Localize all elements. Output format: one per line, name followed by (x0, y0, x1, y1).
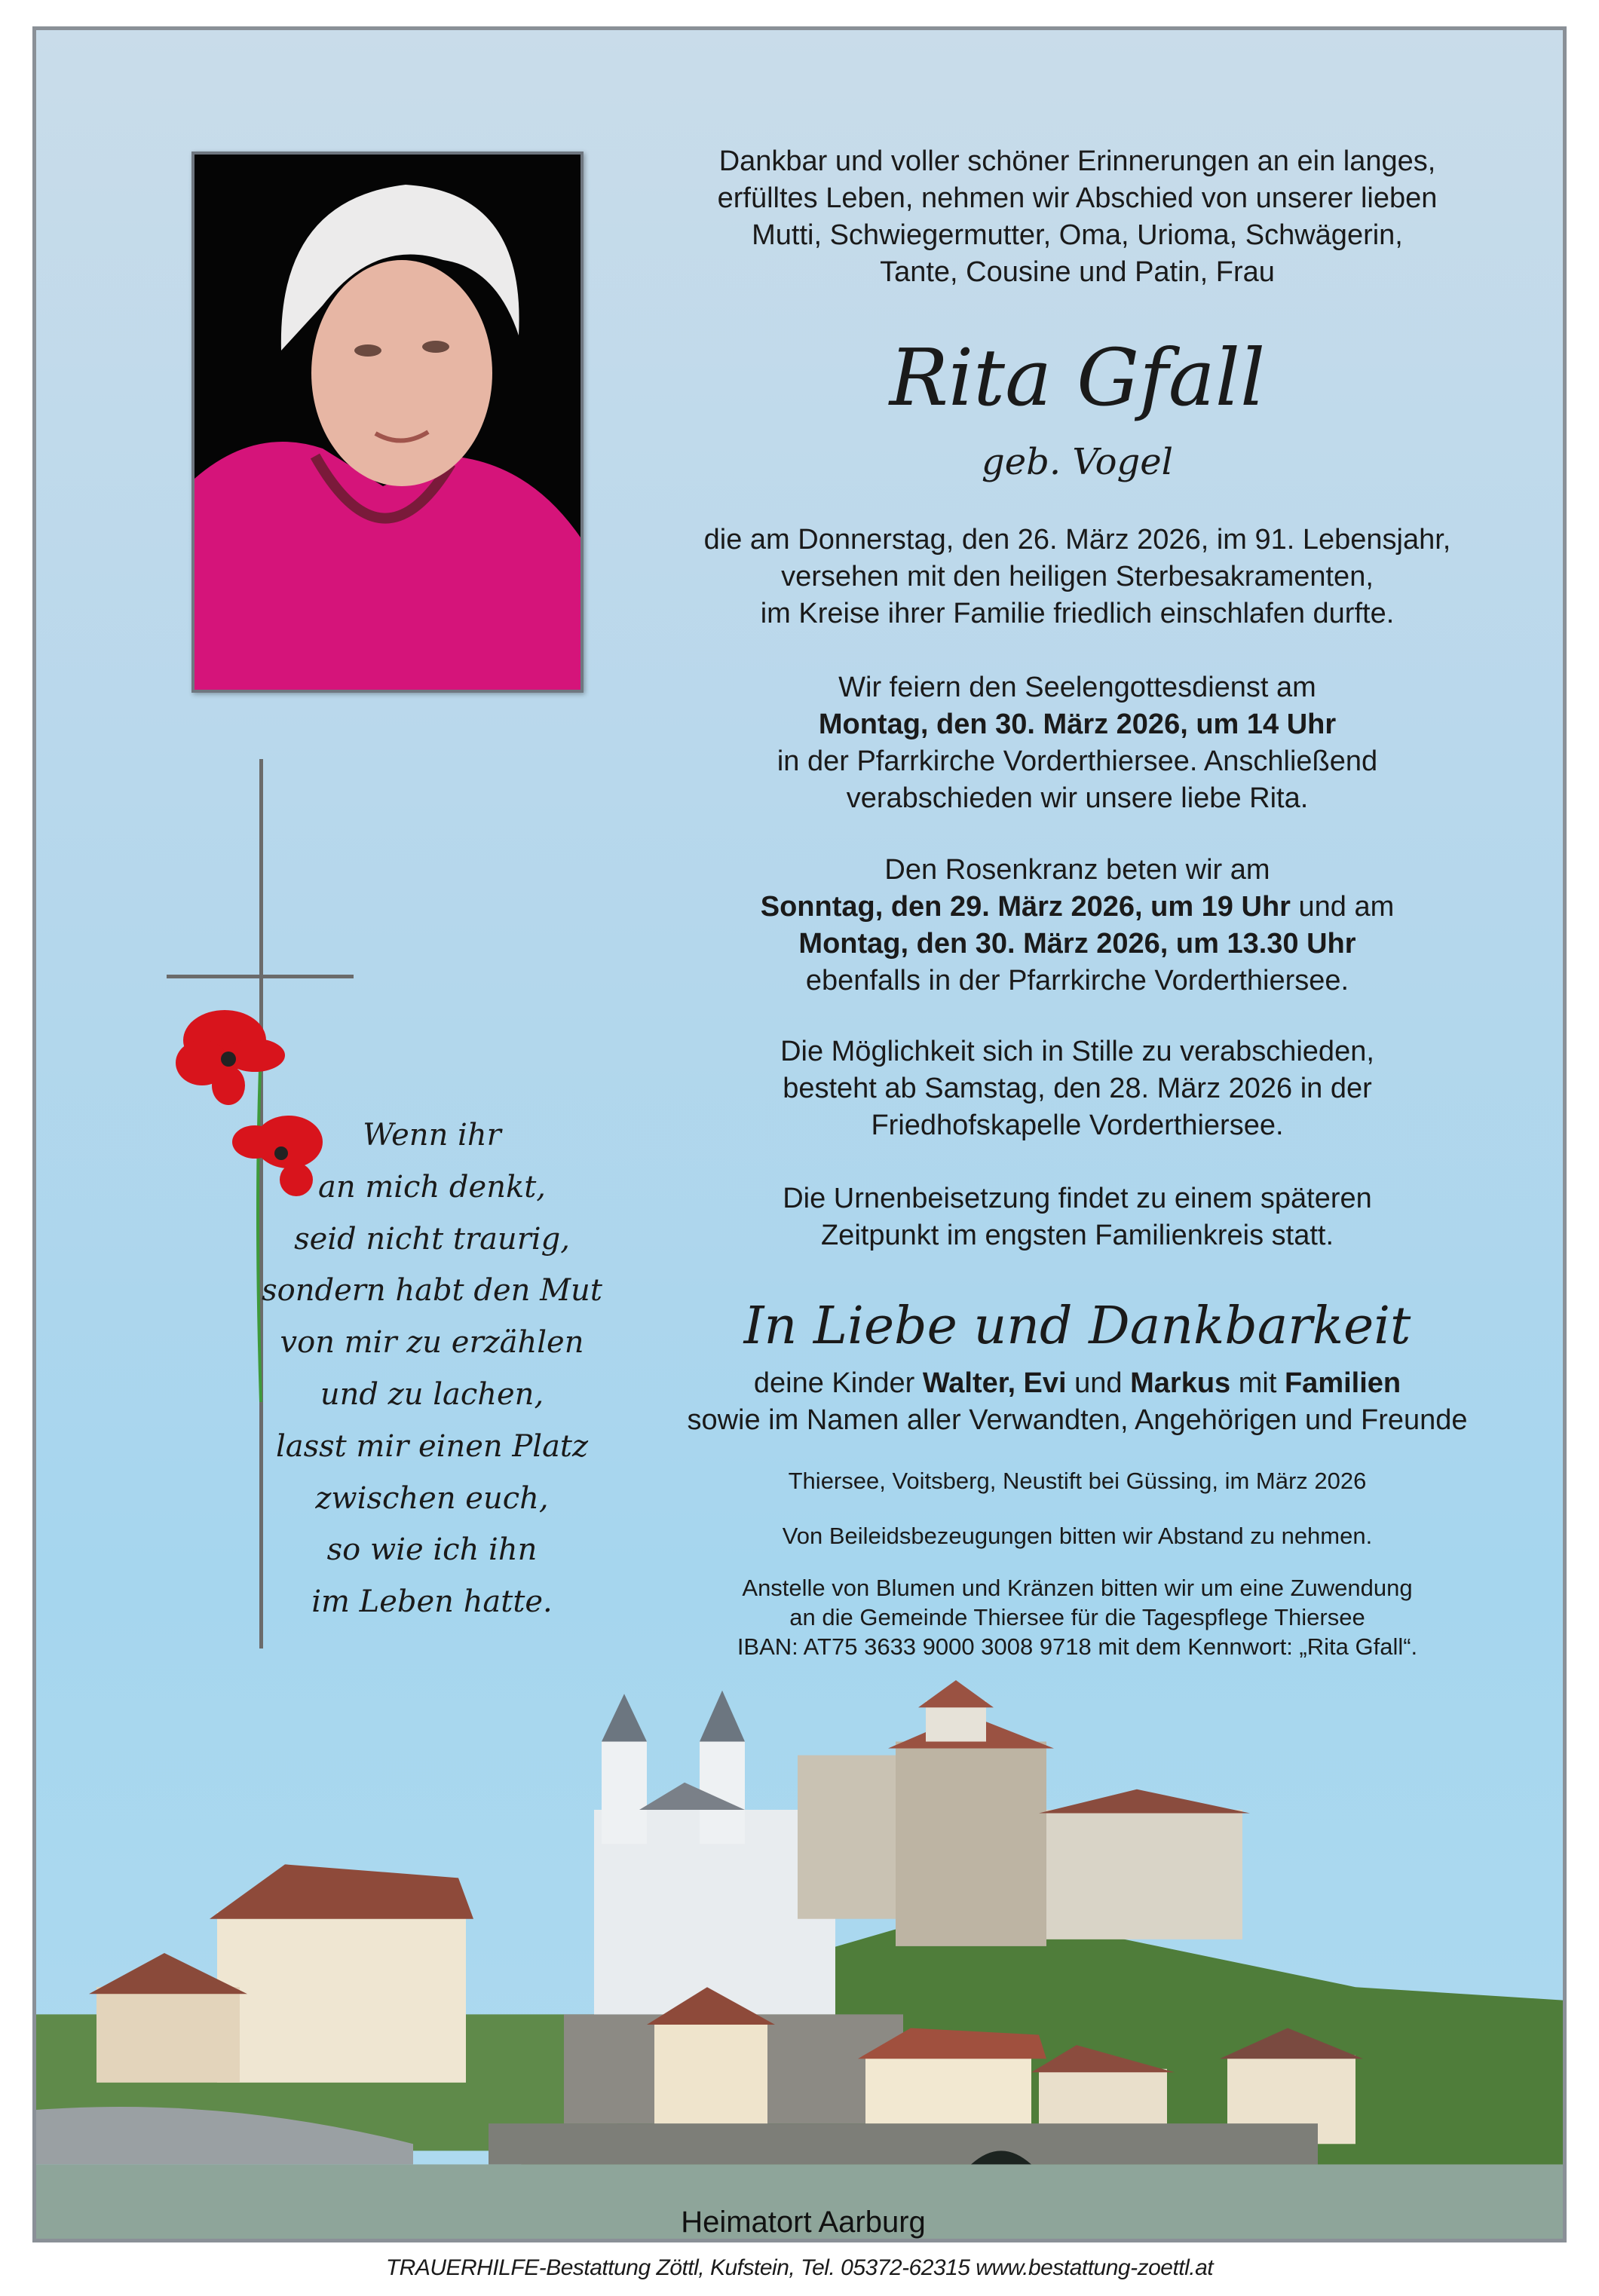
rosary-date-2: Montag, den 30. März 2026, um 13.30 Uhr (798, 928, 1356, 960)
donation-line: Anstelle von Blumen und Kränzen bitten wir um eine Zuwendung (742, 1575, 1413, 1601)
poem-line: so wie ich ihn (326, 1532, 538, 1568)
deceased-name: Rita Gfall (889, 332, 1266, 424)
hometown-label: Heimatort Aarburg (681, 2206, 926, 2239)
poem-line: an mich denkt, (318, 1169, 546, 1205)
rosary-line: Den Rosenkranz beten wir am (884, 854, 1270, 886)
poem-line: zwischen euch, (315, 1480, 549, 1516)
birth-name: geb. Vogel (981, 441, 1173, 483)
poem-line: von mir zu erzählen (280, 1325, 584, 1361)
poem-line: seid nicht traurig, (294, 1221, 570, 1257)
urn-line: Die Urnenbeisetzung findet zu einem späteren (783, 1183, 1372, 1214)
intro-line: erfülltes Leben, nehmen wir Abschied von unserer lieben (717, 182, 1438, 214)
intro-text (654, 143, 1500, 291)
mass-line: Wir feiern den Seelengottesdienst am (838, 672, 1316, 703)
family-text: deine Kinder (753, 1367, 923, 1399)
funeral-mass (654, 669, 1500, 817)
urn-burial (654, 1180, 1500, 1254)
urn-line: Zeitpunkt im engsten Familienkreis statt. (820, 1220, 1334, 1251)
thanks-heading: In Liebe und Dankbarkeit (743, 1296, 1411, 1356)
poem-line: Wenn ihr (363, 1118, 501, 1153)
death-line: im Kreise ihrer Familie friedlich einschlafen durfte. (760, 598, 1395, 629)
funeral-home-footer: TRAUERHILFE-Bestattung Zöttl, Kufstein, Tel. 05372-62315 www.bestattung-zoettl.at (385, 2255, 1214, 2280)
obituary-card (32, 26, 1567, 2242)
poem-line: lasst mir einen Platz (275, 1428, 589, 1464)
family-text: und (1066, 1367, 1131, 1399)
condolence-note: Von Beileidsbezeugungen bitten wir Abstand zu nehmen. (782, 1523, 1373, 1549)
farewell-line: Die Möglichkeit sich in Stille zu verabschieden, (780, 1036, 1374, 1067)
iban-line: IBAN: AT75 3633 9000 3008 9718 mit dem Kennwort: „Rita Gfall“. (737, 1633, 1418, 1660)
intro-line: Tante, Cousine und Patin, Frau (880, 256, 1275, 288)
cross-bar (167, 975, 354, 978)
mass-date: Montag, den 30. März 2026, um 14 Uhr (818, 709, 1337, 740)
donation-line: an die Gemeinde Thiersee für die Tagespflege Thiersee (789, 1604, 1365, 1630)
intro-line: Mutti, Schwiegermutter, Oma, Urioma, Schwägerin, (752, 219, 1403, 251)
death-notice (654, 522, 1500, 632)
farewell-line: besteht ab Samstag, den 28. März 2026 in der (783, 1073, 1372, 1104)
rosary-date-1: Sonntag, den 29. März 2026, um 19 Uhr (760, 891, 1291, 923)
poem-line: sondern habt den Mut (262, 1273, 602, 1309)
family-names: Familien (1284, 1367, 1401, 1399)
death-line: die am Donnerstag, den 26. März 2026, im 91. Lebensjahr, (703, 524, 1451, 556)
rosary (654, 852, 1500, 1000)
mass-line: verabschieden wir unsere liebe Rita. (846, 782, 1309, 814)
poem (255, 1110, 609, 1628)
rosary-line: und am (1290, 891, 1395, 923)
poem-line: im Leben hatte. (311, 1584, 553, 1620)
rosary-line: ebenfalls in der Pfarrkirche Vorderthiersee. (805, 965, 1349, 996)
donation-note (654, 1573, 1500, 1661)
family-names: Markus (1130, 1367, 1231, 1399)
intro-line: Dankbar und voller schöner Erinnerungen an ein langes, (718, 145, 1436, 177)
family-names: Walter, Evi (922, 1367, 1067, 1399)
family-list (654, 1365, 1500, 1439)
poem-line: und zu lachen, (320, 1376, 544, 1412)
farewell-info (654, 1033, 1500, 1144)
places-date: Thiersee, Voitsberg, Neustift bei Güssing, im März 2026 (788, 1468, 1367, 1494)
town-landscape-image (36, 1673, 1567, 2242)
mass-line: in der Pfarrkirche Vorderthiersee. Anschließend (777, 745, 1378, 777)
death-line: versehen mit den heiligen Sterbesakramenten, (781, 561, 1374, 592)
farewell-line: Friedhofskapelle Vorderthiersee. (871, 1110, 1284, 1141)
portrait-photo (191, 152, 584, 693)
family-text: mit (1230, 1367, 1285, 1399)
family-line: sowie im Namen aller Verwandten, Angehörigen und Freunde (687, 1404, 1468, 1436)
